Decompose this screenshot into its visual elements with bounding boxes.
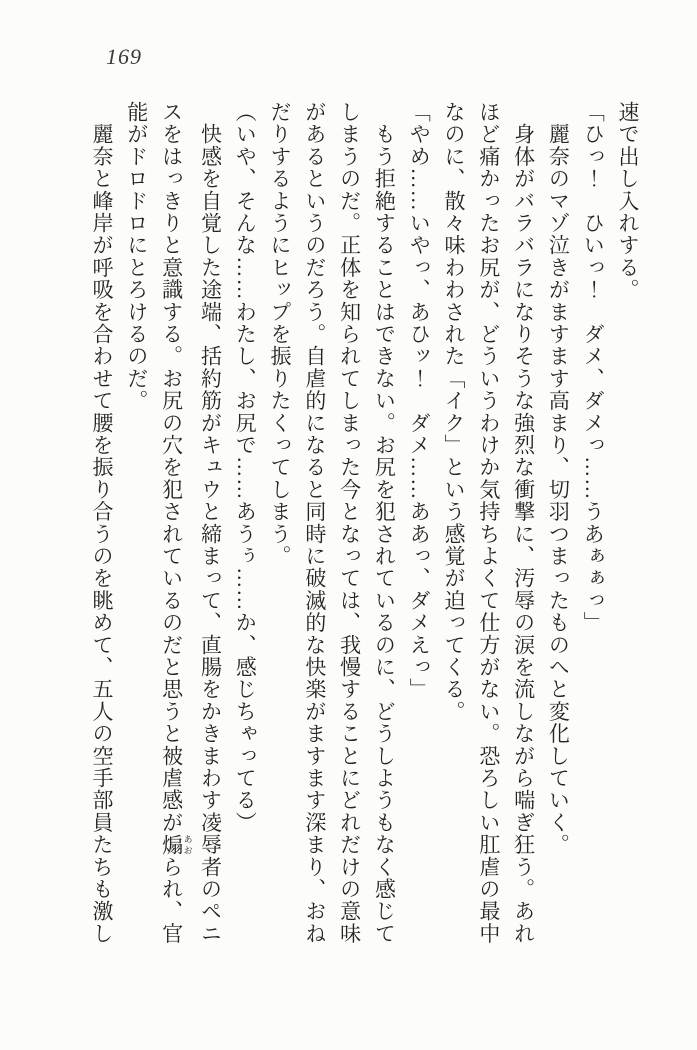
line-text-post: られ、官 xyxy=(159,855,184,945)
text-line: 身体がバラバラになりそうな強烈な衝撃に、汚辱の涙を流しながら喘ぎ狂う。あれ xyxy=(511,101,536,945)
page-number: 169 xyxy=(106,44,142,69)
line-text-pre: スをはっきりと意識する。お尻の穴を犯されているのだと思うと被虐感が xyxy=(159,101,184,834)
text-line: だりするようにヒップを振りたくってしまう。 xyxy=(268,101,293,568)
text-block xyxy=(84,101,645,986)
text-line: もう拒絶することはできない。お尻を犯されているのに、どうしようもなく感じて xyxy=(372,101,397,945)
text-line: 能がドロドロにとろけるのだ。 xyxy=(124,101,149,412)
text-line: なのに、散々味わわされた「イク」という感覚が迫ってくる。 xyxy=(442,101,467,723)
text-line: 快感を自覚した途端、括約筋がキュウと締まって、直腸をかきまわす凌辱者のペニ xyxy=(198,101,223,945)
text-line: しまうのだ。正体を知られてしまった今となっては、我慢することにどれだけの意味 xyxy=(337,101,362,945)
text-line: 「ひっ！ ひいっ！ ダメ、ダメっ……うあぁぁっ」 xyxy=(581,101,606,634)
text-line: ほど痛かったお尻が、どういうわけか気持ちよくて仕方がない。恐ろしい肛虐の最中 xyxy=(476,101,501,945)
text-line: 「やめ……いやっ、あひッ！ ダメ……ああっ、ダメえっ」 xyxy=(407,101,432,701)
ruby-base: 煽 xyxy=(159,833,184,856)
text-line: 速で出し入れする。 xyxy=(616,101,640,301)
text-line: （いや、そんな……わたし、お尻で……あうぅ……か、感じちゃってる） xyxy=(233,101,258,834)
text-line: 麗奈のマゾ泣きがますます高まり、切羽つまったものへと変化していく。 xyxy=(546,101,571,856)
text-line-with-ruby xyxy=(154,101,193,986)
text-line: があるというのだろう。自虐的になると同時に破滅的な快楽がますます深まり、おね xyxy=(302,101,327,945)
ruby-text: あお xyxy=(182,833,193,856)
ruby-annotation xyxy=(159,833,193,856)
text-line: 麗奈と峰岸が呼吸を合わせて腰を振り合うのを眺めて、五人の空手部員たちも激し xyxy=(90,101,115,945)
